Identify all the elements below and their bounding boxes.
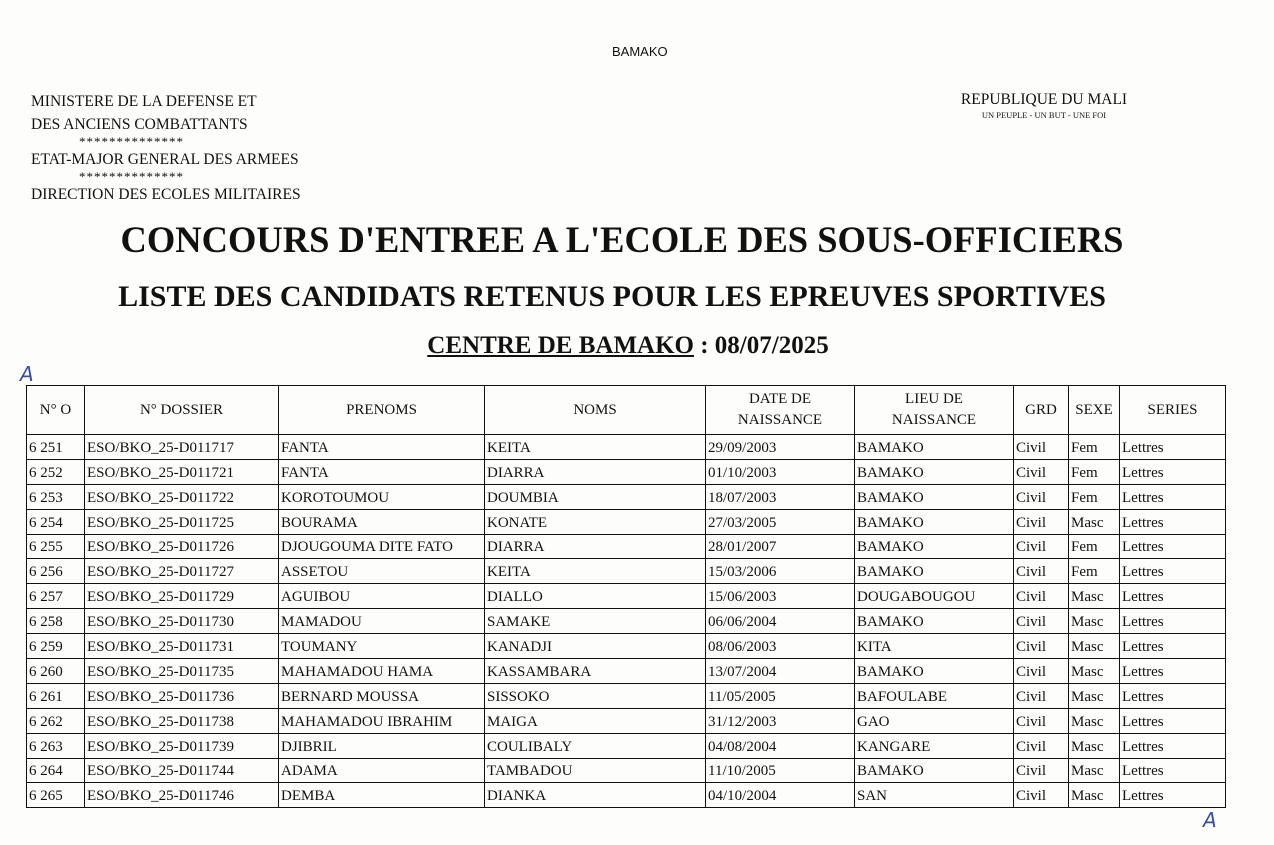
- col-grade-cell: Civil: [1014, 435, 1069, 460]
- col-noms-cell: COULIBALY: [485, 733, 706, 758]
- col-dossier-cell: ESO/BKO_25-D011746: [85, 783, 279, 808]
- table-row: [27, 733, 1226, 758]
- col-sex-cell: Fem: [1069, 435, 1120, 460]
- col-dossier-cell: ESO/BKO_25-D011727: [85, 559, 279, 584]
- col-sex-cell: Masc: [1069, 733, 1120, 758]
- col-prenoms-cell: BERNARD MOUSSA: [279, 683, 485, 708]
- col-grade-cell: Civil: [1014, 534, 1069, 559]
- header-col-series: SERIES: [1120, 386, 1226, 435]
- table-row: [27, 708, 1226, 733]
- col-grade-cell: Civil: [1014, 733, 1069, 758]
- col-number-cell: 6 253: [27, 484, 85, 509]
- table-row: [27, 435, 1226, 460]
- col-birth-place-cell: BAMAKO: [855, 559, 1014, 584]
- header-col-noms: NOMS: [485, 386, 706, 435]
- col-grade-cell: Civil: [1014, 509, 1069, 534]
- col-series-cell: Lettres: [1120, 459, 1226, 484]
- col-noms-cell: SAMAKE: [485, 609, 706, 634]
- col-birth-date-cell: 11/05/2005: [706, 683, 855, 708]
- col-prenoms-cell: DEMBA: [279, 783, 485, 808]
- col-prenoms-cell: MAMADOU: [279, 609, 485, 634]
- centre-name: CENTRE DE BAMAKO: [427, 332, 694, 359]
- table-row: [27, 509, 1226, 534]
- col-dossier-cell: ESO/BKO_25-D011739: [85, 733, 279, 758]
- col-birth-place-cell: KANGARE: [855, 733, 1014, 758]
- col-sex-cell: Fem: [1069, 459, 1120, 484]
- col-number-cell: 6 265: [27, 783, 85, 808]
- candidates-table: [26, 385, 1226, 808]
- col-birth-place-cell: BAMAKO: [855, 509, 1014, 534]
- table-row: [27, 634, 1226, 659]
- col-prenoms-cell: BOURAMA: [279, 509, 485, 534]
- col-noms-cell: SISSOKO: [485, 683, 706, 708]
- col-grade-cell: Civil: [1014, 783, 1069, 808]
- col-sex-cell: Fem: [1069, 484, 1120, 509]
- col-series-cell: Lettres: [1120, 659, 1226, 684]
- ministry-block: [31, 90, 301, 206]
- col-sex-cell: Masc: [1069, 609, 1120, 634]
- col-series-cell: Lettres: [1120, 584, 1226, 609]
- table-row: [27, 484, 1226, 509]
- header-col-birth-place: LIEU DE NAISSANCE: [855, 386, 1014, 435]
- table-row: [27, 584, 1226, 609]
- header-col-grade: GRD: [1014, 386, 1069, 435]
- col-birth-place-cell: GAO: [855, 708, 1014, 733]
- col-birth-place-cell: BAMAKO: [855, 609, 1014, 634]
- republic-block: [940, 91, 1148, 120]
- republic-name: REPUBLIQUE DU MALI: [960, 91, 1128, 108]
- centre-title: [0, 332, 1256, 360]
- col-birth-place-cell: BAMAKO: [855, 484, 1014, 509]
- col-number-cell: 6 254: [27, 509, 85, 534]
- col-number-cell: 6 262: [27, 708, 85, 733]
- col-series-cell: Lettres: [1120, 435, 1226, 460]
- table-row: [27, 534, 1226, 559]
- col-sex-cell: Masc: [1069, 634, 1120, 659]
- col-grade-cell: Civil: [1014, 708, 1069, 733]
- col-grade-cell: Civil: [1014, 559, 1069, 584]
- col-dossier-cell: ESO/BKO_25-D011730: [85, 609, 279, 634]
- col-number-cell: 6 257: [27, 584, 85, 609]
- col-birth-date-cell: 08/06/2003: [706, 634, 855, 659]
- col-birth-place-cell: DOUGABOUGOU: [855, 584, 1014, 609]
- col-prenoms-cell: DJIBRIL: [279, 733, 485, 758]
- republic-motto: UN PEUPLE - UN BUT - UNE FOI: [981, 110, 1107, 120]
- table-row: [27, 683, 1226, 708]
- col-dossier-cell: ESO/BKO_25-D011744: [85, 758, 279, 783]
- col-birth-date-cell: 13/07/2004: [706, 659, 855, 684]
- col-series-cell: Lettres: [1120, 609, 1226, 634]
- col-birth-date-cell: 15/03/2006: [706, 559, 855, 584]
- col-birth-place-cell: BAMAKO: [855, 435, 1014, 460]
- col-number-cell: 6 264: [27, 758, 85, 783]
- col-birth-date-cell: 18/07/2003: [706, 484, 855, 509]
- col-noms-cell: DOUMBIA: [485, 484, 706, 509]
- col-number-cell: 6 259: [27, 634, 85, 659]
- col-number-cell: 6 263: [27, 733, 85, 758]
- col-grade-cell: Civil: [1014, 484, 1069, 509]
- main-title: CONCOURS D'ENTREE A L'ECOLE DES SOUS-OFFICIERS: [120, 219, 1124, 260]
- col-birth-place-cell: BAMAKO: [855, 659, 1014, 684]
- col-series-cell: Lettres: [1120, 783, 1226, 808]
- col-dossier-cell: ESO/BKO_25-D011722: [85, 484, 279, 509]
- col-dossier-cell: ESO/BKO_25-D011717: [85, 435, 279, 460]
- col-number-cell: 6 258: [27, 609, 85, 634]
- centre-date: : 08/07/2025: [693, 332, 829, 359]
- col-noms-cell: DIALLO: [485, 584, 706, 609]
- stars-separator: **************: [79, 134, 184, 149]
- header-col-sex: SEXE: [1069, 386, 1120, 435]
- col-birth-date-cell: 15/06/2003: [706, 584, 855, 609]
- table-row: [27, 758, 1226, 783]
- sub-title: LISTE DES CANDIDATS RETENUS POUR LES EPREUVES SPORTIVES: [118, 280, 1106, 313]
- table-row: [27, 659, 1226, 684]
- ministry-line: ETAT-MAJOR GENERAL DES ARMEES: [31, 151, 299, 168]
- col-noms-cell: TAMBADOU: [485, 758, 706, 783]
- col-dossier-cell: ESO/BKO_25-D011735: [85, 659, 279, 684]
- col-dossier-cell: ESO/BKO_25-D011726: [85, 534, 279, 559]
- col-number-cell: 6 252: [27, 459, 85, 484]
- col-series-cell: Lettres: [1120, 509, 1226, 534]
- col-number-cell: 6 260: [27, 659, 85, 684]
- table-row: [27, 459, 1226, 484]
- col-series-cell: Lettres: [1120, 484, 1226, 509]
- col-series-cell: Lettres: [1120, 708, 1226, 733]
- col-series-cell: Lettres: [1120, 534, 1226, 559]
- col-number-cell: 6 255: [27, 534, 85, 559]
- col-sex-cell: Fem: [1069, 559, 1120, 584]
- col-sex-cell: Masc: [1069, 659, 1120, 684]
- col-sex-cell: Masc: [1069, 509, 1120, 534]
- table-body: [27, 435, 1226, 808]
- col-grade-cell: Civil: [1014, 609, 1069, 634]
- col-series-cell: Lettres: [1120, 733, 1226, 758]
- col-prenoms-cell: ASSETOU: [279, 559, 485, 584]
- table-row: [27, 783, 1226, 808]
- stars-separator: **************: [79, 169, 184, 184]
- header-col-prenoms: PRENOMS: [279, 386, 485, 435]
- col-dossier-cell: ESO/BKO_25-D011725: [85, 509, 279, 534]
- col-sex-cell: Fem: [1069, 534, 1120, 559]
- col-birth-date-cell: 06/06/2004: [706, 609, 855, 634]
- col-series-cell: Lettres: [1120, 683, 1226, 708]
- handwritten-mark-a: A: [1203, 808, 1217, 832]
- col-number-cell: 6 256: [27, 559, 85, 584]
- col-prenoms-cell: AGUIBOU: [279, 584, 485, 609]
- col-grade-cell: Civil: [1014, 584, 1069, 609]
- col-birth-date-cell: 01/10/2003: [706, 459, 855, 484]
- col-prenoms-cell: FANTA: [279, 459, 485, 484]
- col-noms-cell: DIARRA: [485, 459, 706, 484]
- col-birth-date-cell: 04/10/2004: [706, 783, 855, 808]
- col-prenoms-cell: DJOUGOUMA DITE FATO: [279, 534, 485, 559]
- col-noms-cell: KASSAMBARA: [485, 659, 706, 684]
- col-birth-place-cell: KITA: [855, 634, 1014, 659]
- ministry-line: DES ANCIENS COMBATTANTS: [31, 116, 248, 133]
- col-noms-cell: KONATE: [485, 509, 706, 534]
- col-birth-date-cell: 11/10/2005: [706, 758, 855, 783]
- col-dossier-cell: ESO/BKO_25-D011738: [85, 708, 279, 733]
- col-noms-cell: MAIGA: [485, 708, 706, 733]
- col-series-cell: Lettres: [1120, 758, 1226, 783]
- col-dossier-cell: ESO/BKO_25-D011729: [85, 584, 279, 609]
- header-col-birth-date: DATE DE NAISSANCE: [706, 386, 855, 435]
- col-prenoms-cell: MAHAMADOU HAMA: [279, 659, 485, 684]
- col-birth-place-cell: BAMAKO: [855, 758, 1014, 783]
- col-number-cell: 6 261: [27, 683, 85, 708]
- col-series-cell: Lettres: [1120, 634, 1226, 659]
- col-sex-cell: Masc: [1069, 783, 1120, 808]
- table-row: [27, 559, 1226, 584]
- col-grade-cell: Civil: [1014, 683, 1069, 708]
- col-prenoms-cell: ADAMA: [279, 758, 485, 783]
- col-series-cell: Lettres: [1120, 559, 1226, 584]
- col-noms-cell: KEITA: [485, 435, 706, 460]
- col-prenoms-cell: MAHAMADOU IBRAHIM: [279, 708, 485, 733]
- col-grade-cell: Civil: [1014, 459, 1069, 484]
- ministry-line: MINISTERE DE LA DEFENSE ET: [31, 93, 257, 110]
- col-prenoms-cell: KOROTOUMOU: [279, 484, 485, 509]
- col-grade-cell: Civil: [1014, 634, 1069, 659]
- col-birth-date-cell: 28/01/2007: [706, 534, 855, 559]
- col-birth-place-cell: BAMAKO: [855, 459, 1014, 484]
- col-grade-cell: Civil: [1014, 659, 1069, 684]
- col-birth-place-cell: BAFOULABE: [855, 683, 1014, 708]
- col-prenoms-cell: TOUMANY: [279, 634, 485, 659]
- col-birth-date-cell: 04/08/2004: [706, 733, 855, 758]
- col-grade-cell: Civil: [1014, 758, 1069, 783]
- header-col-number: N° O: [27, 386, 85, 435]
- col-sex-cell: Masc: [1069, 683, 1120, 708]
- col-birth-date-cell: 27/03/2005: [706, 509, 855, 534]
- col-number-cell: 6 251: [27, 435, 85, 460]
- table-row: [27, 609, 1226, 634]
- col-noms-cell: DIARRA: [485, 534, 706, 559]
- col-dossier-cell: ESO/BKO_25-D011721: [85, 459, 279, 484]
- table-header-row: [27, 386, 1226, 435]
- col-birth-place-cell: BAMAKO: [855, 534, 1014, 559]
- col-sex-cell: Masc: [1069, 758, 1120, 783]
- col-noms-cell: KEITA: [485, 559, 706, 584]
- col-dossier-cell: ESO/BKO_25-D011736: [85, 683, 279, 708]
- handwritten-mark-a: A: [20, 362, 34, 386]
- col-birth-date-cell: 29/09/2003: [706, 435, 855, 460]
- col-noms-cell: KANADJI: [485, 634, 706, 659]
- col-sex-cell: Masc: [1069, 584, 1120, 609]
- col-prenoms-cell: FANTA: [279, 435, 485, 460]
- col-sex-cell: Masc: [1069, 708, 1120, 733]
- col-birth-date-cell: 31/12/2003: [706, 708, 855, 733]
- header-col-dossier: N° DOSSIER: [85, 386, 279, 435]
- col-noms-cell: DIANKA: [485, 783, 706, 808]
- col-dossier-cell: ESO/BKO_25-D011731: [85, 634, 279, 659]
- col-birth-place-cell: SAN: [855, 783, 1014, 808]
- location-header: BAMAKO: [612, 44, 668, 59]
- ministry-line: DIRECTION DES ECOLES MILITAIRES: [31, 186, 301, 203]
